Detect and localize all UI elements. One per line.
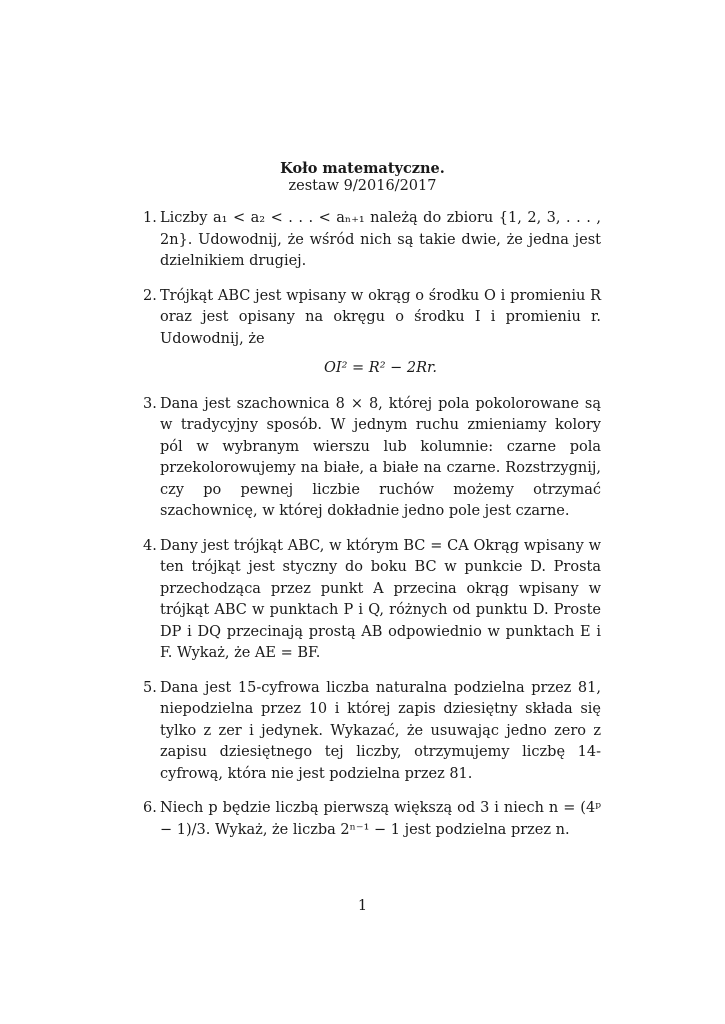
problem-text: Dany jest trójkąt ABC, w którym BC = CA Okrąg wpisany w ten trójkąt jest styczny do boku BC w punkcie D. Prosta przechodząca przez punkt A przecina okrąg wpisany w trójkąt ABC w punktach P i Q, różnych od punktu D. Proste DP i DQ przecinają prostą AB odpowiednio w punktach E i F. Wykaż, że AE = BF. <box>160 537 601 661</box>
problem-item <box>143 798 601 841</box>
problem-text: Liczby a₁ < a₂ < . . . < aₙ₊₁ należą do zbioru {1, 2, 3, . . . , 2n}. Udowodnij, że wśród nich są takie dwie, że jedna jest dzielnikiem drugiej. <box>160 210 601 269</box>
display-equation: OI² = R² − 2Rr. <box>324 360 437 376</box>
problem-item <box>143 394 601 523</box>
problem-item <box>143 678 601 786</box>
problem-item <box>143 286 601 380</box>
problem-text: Niech p będzie liczbą pierwszą większą od 3 i niech n = (4ᵖ − 1)/3. Wykaż, że liczba 2ⁿ⁻¹ − 1 jest podzielna przez n. <box>160 800 601 838</box>
problem-number: 1. <box>143 210 157 226</box>
problem-list <box>143 208 601 854</box>
problem-number: 4. <box>143 537 157 554</box>
problem-number: 2. <box>143 287 157 304</box>
problem-number: 5. <box>143 679 157 696</box>
problem-text: Dana jest 15-cyfrowa liczba naturalna podzielna przez 81, niepodzielna przez 10 i której zapis dziesiętny składa się tylko z zer i jedynek. Wykazać, że usuwając jedno zero z zapisu dziesiętnego tej liczby, otrzymujemy liczbę 14-cyfrową, która nie jest podzielna przez 81. <box>160 679 601 782</box>
problem-text: Trójkąt ABC jest wpisany w okrąg o środku O i promieniu R oraz jest opisany na okręgu o środku I i promieniu r. Udowodnij, że <box>160 287 601 347</box>
page-number: 1 <box>357 898 368 914</box>
problem-number: 6. <box>143 800 157 816</box>
problem-text: Dana jest szachownica 8 × 8, której pola pokolorowane są w tradycyjny sposób. W jednym ruchu zmieniamy kolory pól w wybranym wierszu lub kolumnie: czarne pola przekolorowujemy na białe, a białe na czarne. Rozstrzygnij, czy po pewnej liczbie ruchów możemy otrzymać szachownicę, w której dokładnie jedno pole jest czarne. <box>160 395 601 519</box>
document-subtitle: zestaw 9/2016/2017 <box>288 178 437 194</box>
document-title: Koło matematyczne. <box>280 160 445 177</box>
problem-item <box>143 208 601 273</box>
problem-number: 3. <box>143 395 157 412</box>
problem-item <box>143 536 601 665</box>
